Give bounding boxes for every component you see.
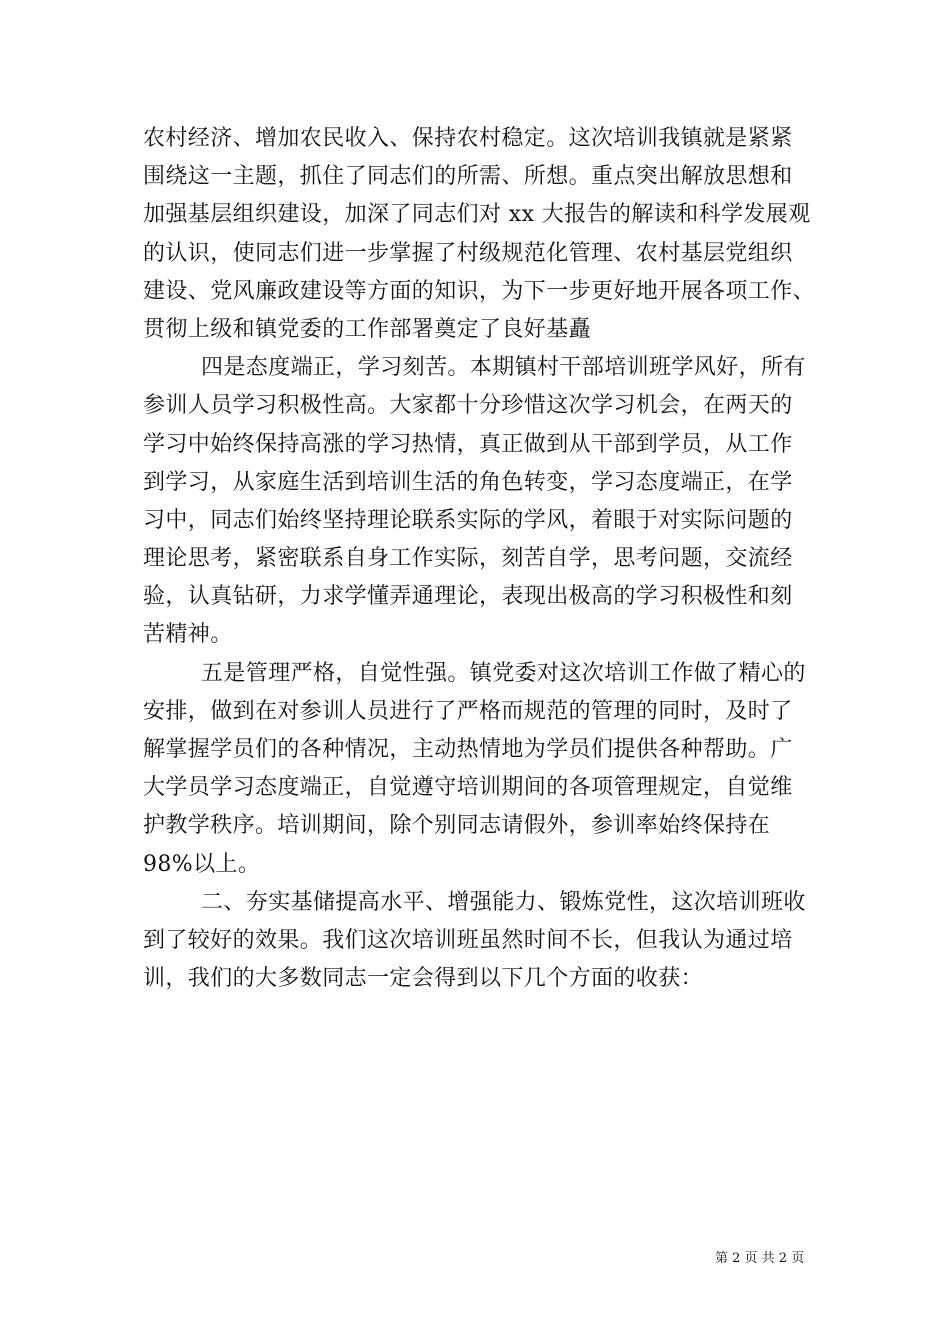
- text-line: 的认识，使同志们进一步掌握了村级规范化管理、农村基层党组织: [143, 240, 793, 266]
- text-line: 安排，做到在对参训人员进行了严格而规范的管理的同时，及时了: [143, 698, 793, 724]
- paragraph-start-line: 五是管理严格，自觉性强。镇党委对这次培训工作做了精心的: [201, 660, 806, 686]
- text-line: 习中，同志们始终坚持理论联系实际的学风，着眼于对实际问题的: [143, 507, 793, 533]
- text-line: 大学员学习态度端正，自觉遵守培训期间的各项管理规定，自觉维: [143, 775, 793, 801]
- text-line: 护教学秩序。培训期间，除个别同志请假外，参训率始终保持在: [143, 813, 771, 839]
- text-line: 到学习，从家庭生活到培训生活的角色转变，学习态度端正，在学: [143, 469, 793, 495]
- text-line: 理论思考，紧密联系自身工作实际，刻苦自学，思考问题，交流经: [143, 546, 793, 572]
- text-line: 98%以上。: [143, 851, 261, 877]
- paragraph-start-line: 二、夯实基储提高水平、增强能力、锻炼党性，这次培训班收: [201, 889, 806, 915]
- text-line: 建设、党风廉政建设等方面的知识，为下一步更好地开展各项工作、: [143, 278, 816, 304]
- text-line: 验，认真钻研，力求学懂弄通理论，表现出极高的学习积极性和刻: [143, 584, 793, 610]
- paragraph-start-line: 四是态度端正，学习刻苦。本期镇村干部培训班学风好，所有: [201, 355, 806, 381]
- text-line: 解掌握学员们的各种情况，主动热情地为学员们提供各种帮助。广: [143, 737, 793, 762]
- text-line: 参训人员学习积极性高。大家都十分珍惜这次学习机会，在两天的: [143, 393, 793, 419]
- body-text: [143, 120, 833, 998]
- text-line: 训，我们的大多数同志一定会得到以下几个方面的收获：: [143, 966, 704, 992]
- text-line: 到了较好的效果。我们这次培训班虽然时间不长，但我认为通过培: [143, 927, 793, 953]
- page-footer: 第 2 页 共 2 页: [715, 1251, 805, 1266]
- text-line: 学习中始终保持高涨的学习热情，真正做到从干部到学员，从工作: [143, 431, 793, 457]
- text-line: 苦精神。: [143, 622, 233, 648]
- text-line: 围绕这一主题，抓住了同志们的所需、所想。重点突出解放思想和: [143, 164, 793, 190]
- text-line: 农村经济、增加农民收入、保持农村稳定。这次培训我镇就是紧紧: [143, 126, 793, 151]
- text-line: 贯彻上级和镇党委的工作部署奠定了良好基矗: [143, 316, 592, 342]
- text-line: 加强基层组织建设，加深了同志们对 xx 大报告的解读和科学发展观: [143, 202, 811, 228]
